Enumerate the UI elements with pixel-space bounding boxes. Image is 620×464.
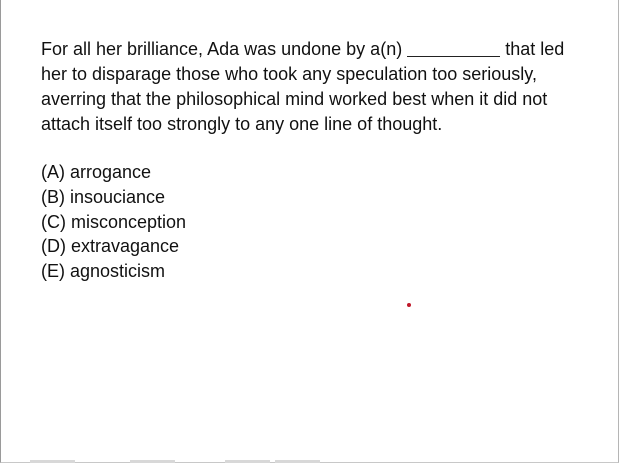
bottom-edge-strip <box>30 460 620 463</box>
question-text <box>41 37 601 137</box>
question-line-4: attach itself too strongly to any one line of thought. <box>41 114 443 134</box>
question-line-1: For all her brilliance, Ada was undone by a(n) that led <box>41 39 565 59</box>
choice-e[interactable]: (E) agnosticism <box>41 261 166 282</box>
question-line-3: averring that the philosophical mind worked best when it did not <box>41 89 548 109</box>
answer-choices <box>41 160 186 284</box>
choice-b[interactable]: (B) insouciance <box>41 186 166 207</box>
laser-pointer-icon <box>407 303 411 307</box>
choice-d[interactable]: (D) extravagance <box>41 236 180 257</box>
choice-a[interactable]: (A) arrogance <box>41 162 152 182</box>
question-line-2: her to disparage those who took any speculation too seriously, <box>41 64 537 84</box>
choice-c[interactable]: (C) misconception <box>41 211 187 232</box>
answer-blank <box>407 38 500 57</box>
